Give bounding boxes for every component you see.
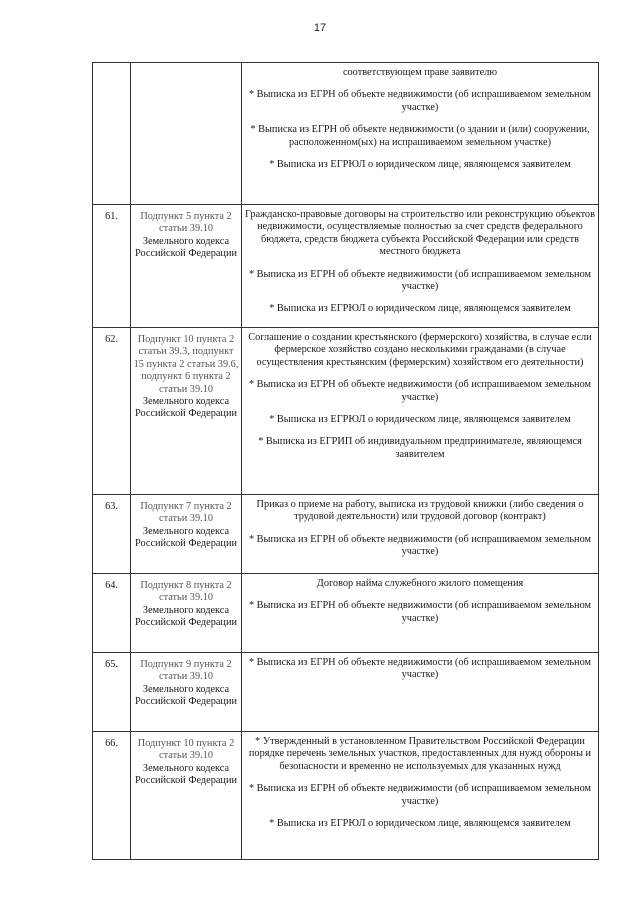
page-number: 17 [313,22,327,34]
document-item: Соглашение о создании крестьянского (фермерского) хозяйства, в случае если фермерское хозяйство создано несколькими гражданами (в случае осуществления крестьянским (фермерским) хозяйством его деятельности) [248,332,592,368]
legal-basis-text: Подпункт 7 пункта 2 статьи 39.10 [140,501,232,525]
legal-basis-text: Подпункт 9 пункта 2 статьи 39.10 [140,659,232,683]
legal-basis-cell [131,574,242,653]
legal-basis-text: Земельного кодекса Российской Федерации [135,235,237,260]
legal-basis-text: Подпункт 8 пункта 2 статьи 39.10 [140,580,232,604]
legal-basis-text: Земельного кодекса Российской Федерации [135,525,237,550]
row-number: 66. [93,732,131,860]
legal-basis-cell [131,495,242,574]
document-item: * Утвержденный в установленном Правительством Российской Федерации порядке перечень земельных участков, предоставленных для нужд обороны и безопасности и временно не используемых для указанных нужд [248,736,592,772]
legal-basis-cell [131,205,242,328]
required-documents-cell [242,63,599,205]
required-documents-cell [242,495,599,574]
document-item: соответствующем праве заявителю [342,67,498,78]
row-number [93,63,131,205]
table-row [93,653,599,732]
document-item: * Выписка из ЕГРН об объекте недвижимости (об испрашиваемом земельном участке) [248,783,592,807]
row-number: 63. [93,495,131,574]
document-item: * Выписка из ЕГРН об объекте недвижимости (об испрашиваемом земельном участке) [248,533,592,558]
table-row [93,495,599,574]
document-item: * Выписка из ЕГРН об объекте недвижимости (об испрашиваемом земельном участке) [248,600,592,624]
document-item: * Выписка из ЕГРН об объекте недвижимости (об испрашиваемом земельном участке) [248,89,592,113]
table-row [93,328,599,495]
required-documents-cell [242,205,599,328]
table-row [93,205,599,328]
legal-basis-text: Подпункт 10 пункта 2 статьи 39.10 [137,738,235,762]
required-documents-cell [242,328,599,495]
document-item: * Выписка из ЕГРН об объекте недвижимости (об испрашиваемом земельном участке) [248,379,592,403]
required-documents-cell [242,574,599,653]
required-documents-cell [242,732,599,860]
table-row [93,63,599,205]
row-number: 65. [93,653,131,732]
legal-basis-text: Подпункт 5 пункта 2 статьи 39.10 [140,211,232,235]
required-documents-cell [242,653,599,732]
document-item: Договор найма служебного жилого помещения [316,578,524,589]
legal-basis-text: Земельного кодекса Российской Федерации [135,683,237,708]
documents-table [92,62,599,860]
table-row [93,732,599,860]
document-item: * Выписка из ЕГРЮЛ о юридическом лице, являющемся заявителем [269,818,571,830]
legal-basis-text: Земельного кодекса Российской Федерации [135,396,237,420]
document-item: * Выписка из ЕГРЮЛ о юридическом лице, являющемся заявителем [269,303,571,315]
table-row [93,574,599,653]
document-item: * Выписка из ЕГРН об объекте недвижимости (о здании и (или) сооружении, расположенном(ых) на испрашиваемом земельном участке) [250,124,590,148]
legal-basis-text: Земельного кодекса Российской Федерации [135,762,237,787]
legal-basis-cell [131,732,242,860]
row-number: 61. [93,205,131,328]
legal-basis-text: Земельного кодекса Российской Федерации [135,604,237,629]
row-number: 64. [93,574,131,653]
legal-basis-cell [131,328,242,495]
legal-basis-cell [131,653,242,732]
document-item: * Выписка из ЕГРН об объекте недвижимости (об испрашиваемом земельном участке) [248,268,592,293]
legal-basis-cell [131,63,242,205]
document-item: Приказ о приеме на работу, выписка из трудовой книжки (либо сведения о трудовой деятельности) или трудовой договор (контракт) [256,499,584,523]
document-item: * Выписка из ЕГРН об объекте недвижимости (об испрашиваемом земельном участке) [248,657,592,681]
document-item: * Выписка из ЕГРЮЛ о юридическом лице, являющемся заявителем [269,159,571,171]
document-item: * Выписка из ЕГРЮЛ о юридическом лице, являющемся заявителем [269,414,571,426]
row-number: 62. [93,328,131,495]
document-item: Гражданско-правовые договоры на строительство или реконструкцию объектов недвижимости, осуществляемые полностью за счет средств федерального бюджета, средств бюджета субъекта Российской Федерации или средств местного бюджета [245,209,595,258]
document-item: * Выписка из ЕГРИП об индивидуальном предпринимателе, являющемся заявителем [258,436,582,460]
legal-basis-text: Подпункт 10 пункта 2 статьи 39.3, подпункт 15 пункта 2 статьи 39.6, подпункт 6 пункта 2 статьи 39.10 [133,334,239,395]
